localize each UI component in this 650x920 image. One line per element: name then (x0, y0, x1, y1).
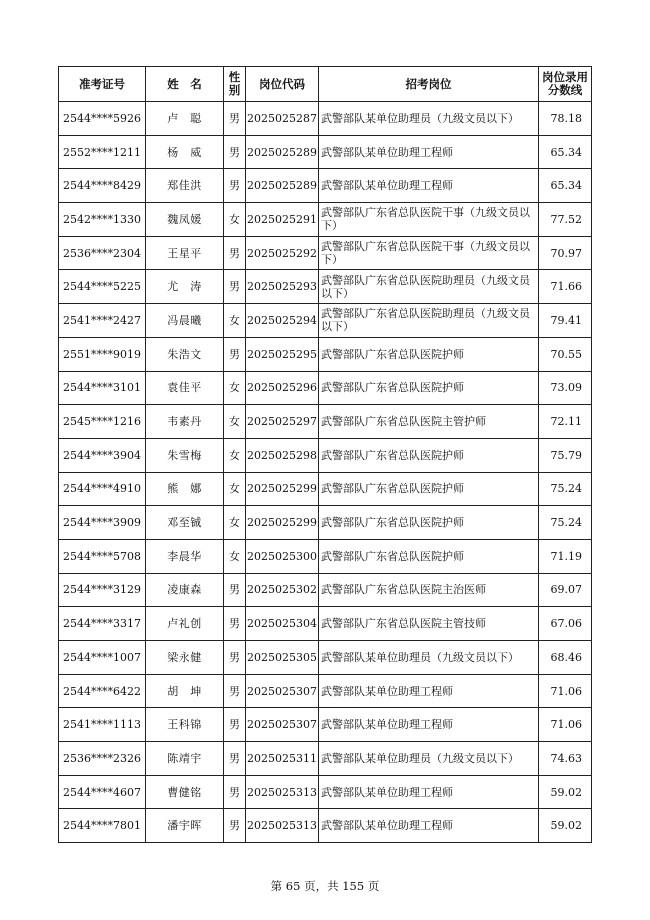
cell-name: 朱浩文 (146, 337, 224, 371)
table-row (59, 236, 592, 270)
cell-code: 2025025313 (246, 809, 319, 843)
cell-name: 王星平 (146, 236, 224, 270)
cell-score: 74.63 (539, 742, 592, 776)
cell-gender: 男 (224, 270, 246, 304)
cell-score: 65.34 (539, 169, 592, 203)
cell-score: 69.07 (539, 573, 592, 607)
cell-gender: 男 (224, 708, 246, 742)
table-header (59, 67, 592, 102)
cell-gender: 女 (224, 371, 246, 405)
cell-gender: 男 (224, 337, 246, 371)
cell-name: 王科锦 (146, 708, 224, 742)
table-row (59, 809, 592, 843)
cell-id: 2544****6422 (59, 674, 146, 708)
cell-score: 72.11 (539, 405, 592, 439)
cell-position: 武警部队某单位助理员（九级文员以下） (319, 102, 539, 136)
header-gender-bottom: 别 (228, 83, 241, 97)
cell-position: 武警部队广东省总队医院干事（九级文员以下） (319, 203, 539, 237)
cell-code: 2025025291 (246, 203, 319, 237)
cell-gender: 男 (224, 742, 246, 776)
table-row (59, 775, 592, 809)
cell-gender: 男 (224, 573, 246, 607)
table-row (59, 708, 592, 742)
cell-name: 熊 娜 (146, 472, 224, 506)
cell-code: 2025025292 (246, 236, 319, 270)
cell-code: 2025025287 (246, 102, 319, 136)
cell-position: 武警部队广东省总队医院护师 (319, 337, 539, 371)
cell-score: 79.41 (539, 304, 592, 338)
cell-id: 2544****3904 (59, 438, 146, 472)
cell-id: 2542****1330 (59, 203, 146, 237)
cell-score: 67.06 (539, 607, 592, 641)
cell-gender: 女 (224, 438, 246, 472)
cell-gender: 女 (224, 304, 246, 338)
cell-score: 78.18 (539, 102, 592, 136)
cell-gender: 男 (224, 102, 246, 136)
table-row (59, 674, 592, 708)
cell-score: 70.97 (539, 236, 592, 270)
cell-code: 2025025300 (246, 539, 319, 573)
cell-id: 2544****5225 (59, 270, 146, 304)
cell-position: 武警部队某单位助理员（九级文员以下） (319, 641, 539, 675)
cell-score: 71.06 (539, 674, 592, 708)
cell-position: 武警部队广东省总队医院主管技师 (319, 607, 539, 641)
header-position: 招考岗位 (319, 67, 539, 102)
table-row (59, 337, 592, 371)
cell-position: 武警部队广东省总队医院助理员（九级文员以下） (319, 304, 539, 338)
cell-position: 武警部队广东省总队医院护师 (319, 438, 539, 472)
cell-name: 凌康森 (146, 573, 224, 607)
cell-position: 武警部队广东省总队医院护师 (319, 371, 539, 405)
cell-gender: 男 (224, 775, 246, 809)
cell-code: 2025025299 (246, 472, 319, 506)
table-row (59, 169, 592, 203)
cell-gender: 男 (224, 135, 246, 169)
cell-code: 2025025294 (246, 304, 319, 338)
cell-score: 75.24 (539, 472, 592, 506)
table-row (59, 270, 592, 304)
cell-position: 武警部队某单位助理工程师 (319, 169, 539, 203)
cell-name: 邓至铖 (146, 506, 224, 540)
cell-name: 郑佳洪 (146, 169, 224, 203)
cell-gender: 女 (224, 539, 246, 573)
cell-position: 武警部队广东省总队医院护师 (319, 539, 539, 573)
cell-id: 2545****1216 (59, 405, 146, 439)
cell-code: 2025025307 (246, 674, 319, 708)
cell-position: 武警部队广东省总队医院护师 (319, 472, 539, 506)
cell-code: 2025025299 (246, 506, 319, 540)
cell-gender: 女 (224, 506, 246, 540)
cell-code: 2025025293 (246, 270, 319, 304)
cell-id: 2541****2427 (59, 304, 146, 338)
header-code: 岗位代码 (246, 67, 319, 102)
cell-id: 2544****5926 (59, 102, 146, 136)
table-row (59, 539, 592, 573)
cell-id: 2544****5708 (59, 539, 146, 573)
table-row (59, 438, 592, 472)
cell-id: 2536****2304 (59, 236, 146, 270)
cell-score: 77.52 (539, 203, 592, 237)
cell-position: 武警部队广东省总队医院干事（九级文员以下） (319, 236, 539, 270)
cell-position: 武警部队某单位助理工程师 (319, 775, 539, 809)
cell-score: 59.02 (539, 775, 592, 809)
cell-score: 71.06 (539, 708, 592, 742)
cell-position: 武警部队某单位助理员（九级文员以下） (319, 742, 539, 776)
cell-id: 2544****3101 (59, 371, 146, 405)
header-name: 姓 名 (146, 67, 224, 102)
cell-score: 75.79 (539, 438, 592, 472)
cell-score: 75.24 (539, 506, 592, 540)
cell-position: 武警部队广东省总队医院主管护师 (319, 405, 539, 439)
table-row (59, 506, 592, 540)
table-row (59, 641, 592, 675)
page-footer: 第 65 页，共 155 页 (270, 879, 380, 893)
cell-name: 陈靖宇 (146, 742, 224, 776)
table-row (59, 573, 592, 607)
header-row (59, 67, 592, 102)
table-row (59, 405, 592, 439)
cell-gender: 女 (224, 203, 246, 237)
cell-code: 2025025289 (246, 135, 319, 169)
cell-position: 武警部队某单位助理工程师 (319, 674, 539, 708)
cell-id: 2544****3317 (59, 607, 146, 641)
table-row (59, 472, 592, 506)
cell-code: 2025025289 (246, 169, 319, 203)
cell-position: 武警部队广东省总队医院护师 (319, 506, 539, 540)
cell-id: 2544****4910 (59, 472, 146, 506)
cell-position: 武警部队某单位助理工程师 (319, 135, 539, 169)
cell-score: 65.34 (539, 135, 592, 169)
table-row (59, 607, 592, 641)
cell-gender: 女 (224, 472, 246, 506)
cell-id: 2552****1211 (59, 135, 146, 169)
cell-id: 2536****2326 (59, 742, 146, 776)
cell-name: 卢 聪 (146, 102, 224, 136)
cell-position: 武警部队广东省总队医院助理员（九级文员以下） (319, 270, 539, 304)
score-table (58, 66, 592, 843)
cell-score: 70.55 (539, 337, 592, 371)
cell-id: 2541****1113 (59, 708, 146, 742)
table-row (59, 371, 592, 405)
cell-name: 韦素丹 (146, 405, 224, 439)
cell-id: 2544****3909 (59, 506, 146, 540)
table-row (59, 742, 592, 776)
cell-gender: 男 (224, 641, 246, 675)
table-body (59, 102, 592, 843)
cell-name: 袁佳平 (146, 371, 224, 405)
cell-score: 73.09 (539, 371, 592, 405)
cell-name: 曹健铭 (146, 775, 224, 809)
cell-score: 71.19 (539, 539, 592, 573)
cell-gender: 男 (224, 236, 246, 270)
cell-position: 武警部队某单位助理工程师 (319, 708, 539, 742)
cell-name: 胡 坤 (146, 674, 224, 708)
cell-id: 2551****9019 (59, 337, 146, 371)
cell-name: 尤 涛 (146, 270, 224, 304)
header-gender-top: 性 (228, 70, 241, 84)
cell-code: 2025025311 (246, 742, 319, 776)
cell-name: 魏凤媛 (146, 203, 224, 237)
cell-id: 2544****3129 (59, 573, 146, 607)
header-score (539, 67, 592, 102)
cell-gender: 男 (224, 809, 246, 843)
cell-gender: 女 (224, 405, 246, 439)
cell-code: 2025025307 (246, 708, 319, 742)
header-gender (224, 67, 246, 102)
cell-code: 2025025295 (246, 337, 319, 371)
cell-name: 潘宇晖 (146, 809, 224, 843)
table-row (59, 304, 592, 338)
cell-score: 68.46 (539, 641, 592, 675)
cell-position: 武警部队某单位助理工程师 (319, 809, 539, 843)
cell-score: 71.66 (539, 270, 592, 304)
cell-gender: 男 (224, 607, 246, 641)
cell-id: 2544****1007 (59, 641, 146, 675)
cell-code: 2025025302 (246, 573, 319, 607)
header-score-top: 岗位录用 (542, 70, 588, 84)
cell-code: 2025025297 (246, 405, 319, 439)
header-score-bottom: 分数线 (547, 83, 583, 97)
cell-name: 冯晨曦 (146, 304, 224, 338)
cell-name: 朱雪梅 (146, 438, 224, 472)
cell-code: 2025025298 (246, 438, 319, 472)
cell-code: 2025025305 (246, 641, 319, 675)
cell-name: 杨 威 (146, 135, 224, 169)
cell-gender: 男 (224, 169, 246, 203)
cell-score: 59.02 (539, 809, 592, 843)
cell-gender: 男 (224, 674, 246, 708)
cell-name: 李晨华 (146, 539, 224, 573)
header-id: 准考证号 (59, 67, 146, 102)
table-row (59, 203, 592, 237)
table-row (59, 135, 592, 169)
cell-id: 2544****7801 (59, 809, 146, 843)
cell-id: 2544****4607 (59, 775, 146, 809)
cell-id: 2544****8429 (59, 169, 146, 203)
cell-position: 武警部队广东省总队医院主治医师 (319, 573, 539, 607)
table-row (59, 102, 592, 136)
cell-code: 2025025304 (246, 607, 319, 641)
cell-code: 2025025313 (246, 775, 319, 809)
cell-name: 梁永健 (146, 641, 224, 675)
cell-code: 2025025296 (246, 371, 319, 405)
cell-name: 卢礼创 (146, 607, 224, 641)
